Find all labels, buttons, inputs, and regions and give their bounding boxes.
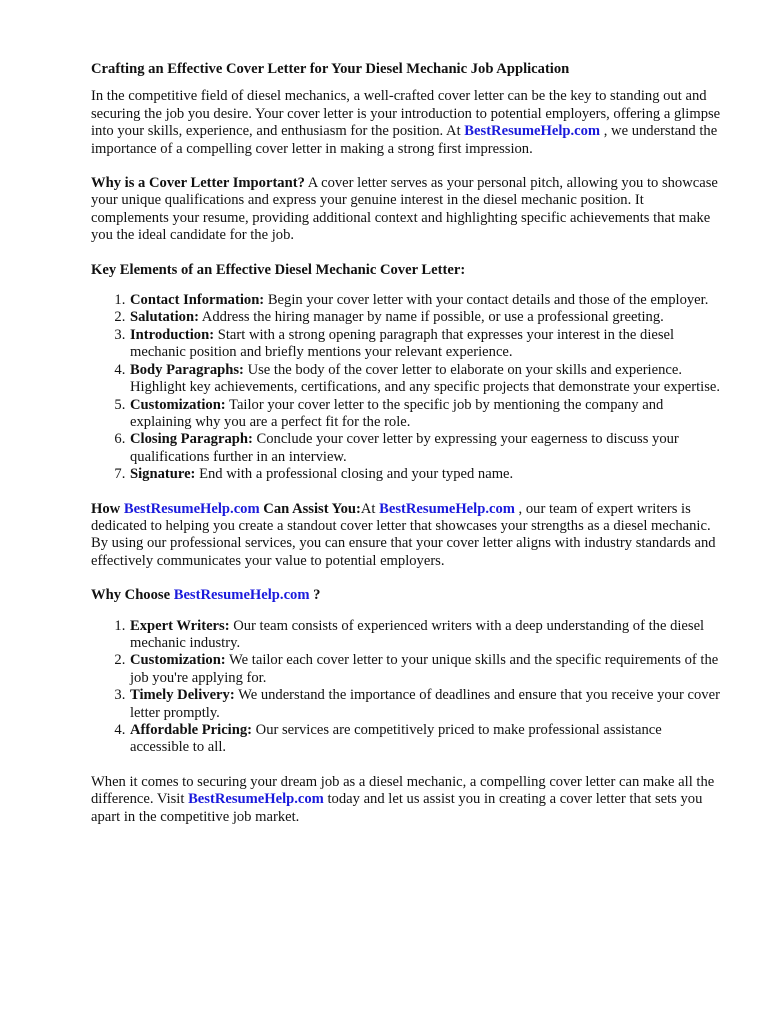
item-text: Tailor your cover letter to the specific job by mentioning the company and explaining why you are a perfect fit for the role. [130, 396, 664, 430]
closing-text-2: today and let us assist you in creating a cover letter that sets you apart in the competitive job market. [91, 791, 703, 825]
key-elements-heading: Key Elements of an Effective Diesel Mechanic Cover Letter: [91, 261, 466, 278]
item-text: We tailor each cover letter to your unique skills and the specific requirements of the job you're applying for. [130, 652, 719, 686]
intro-text-1: In the competitive field of diesel mechanics, a well-crafted cover letter can be the key to standing out and securing the job you desire. Your cover letter is your introduction to potential employers, offering a glimpse into your skills, experience, and enthusiasm for the position. At [91, 88, 721, 140]
why-heading: Why is a Cover Letter Important? [91, 175, 305, 192]
item-text: Our services are competitively priced to make professional assistance accessible to all. [130, 722, 662, 756]
list-item [129, 309, 721, 326]
item-label: Contact Information: [130, 292, 265, 309]
item-label: Timely Delivery: [130, 687, 235, 704]
why-paragraph [91, 175, 721, 245]
item-label: Customization: [130, 396, 226, 413]
list-item [129, 722, 721, 757]
closing-link[interactable]: BestResumeHelp.com [188, 791, 324, 808]
item-label: Signature: [130, 466, 196, 483]
list-item [129, 397, 721, 432]
item-text: Begin your cover letter with your contact details and those of the employer. [264, 292, 709, 309]
item-label: Closing Paragraph: [130, 431, 253, 448]
item-text: End with a professional closing and your typed name. [195, 466, 514, 483]
item-label: Affordable Pricing: [130, 722, 252, 738]
intro-paragraph [91, 88, 721, 158]
assist-paragraph [91, 501, 721, 571]
list-item [129, 431, 721, 466]
why-choose-text: Why Choose [91, 587, 174, 604]
item-text: Conclude your cover letter by expressing your eagerness to discuss your qualifications further in an interview. [130, 431, 679, 465]
item-text: We understand the importance of deadlines and ensure that you receive your cover letter promptly. [130, 687, 720, 721]
intro-link[interactable]: BestResumeHelp.com [464, 123, 601, 140]
list-item [129, 687, 721, 722]
closing-text-1: When it comes to securing your dream job as a diesel mechanic, a compelling cover letter can make all the difference. Visit [91, 773, 715, 808]
list-item [129, 327, 721, 362]
assist-how: How [91, 500, 124, 517]
intro-text-2: , we understand the importance of a compelling cover letter in making a strong first impression. [91, 123, 718, 157]
list-item [129, 652, 721, 687]
item-label: Introduction: [130, 326, 215, 343]
assist-heading-link[interactable]: BestResumeHelp.com [123, 500, 260, 517]
list-item [129, 292, 721, 309]
item-text: Address the hiring manager by name if possible, or use a professional greeting. [198, 309, 664, 326]
why-choose-question: ? [309, 587, 321, 604]
assist-body-link[interactable]: BestResumeHelp.com [379, 500, 515, 517]
list-item [129, 362, 721, 397]
document-content [91, 61, 721, 826]
item-text: Our team consists of experienced writers with a deep understanding of the diesel mechanic industry. [130, 617, 705, 651]
item-label: Expert Writers: [130, 617, 230, 634]
list-item [129, 466, 721, 483]
assist-text: , our team of expert writers is dedicated to helping you create a standout cover letter that showcases your strengths as a diesel mechanic. By using our professional services, you can ensure that your cover letter aligns with industry standards and effectively communicates your value to potential employers. [91, 500, 716, 569]
why-choose-heading [91, 587, 721, 604]
why-text: A cover letter serves as your personal pitch, allowing you to showcase your unique qualifications and express your genuine interest in the diesel mechanic position. It complements your resume, providing additional context and highlighting specific achievements that make you the ideal candidate for the job. [91, 175, 718, 244]
assist-can-assist: Can Assist You: [259, 500, 361, 517]
closing-paragraph [91, 774, 721, 826]
item-label: Body Paragraphs: [130, 361, 244, 378]
key-elements-list [91, 292, 721, 483]
item-label: Customization: [130, 652, 226, 669]
why-choose-link[interactable]: BestResumeHelp.com [173, 587, 310, 604]
item-text: Start with a strong opening paragraph that expresses your interest in the diesel mechanic position and briefly mentions your relevant experience. [130, 326, 675, 361]
why-choose-list [91, 618, 721, 757]
assist-at: At [360, 500, 380, 517]
item-text: Use the body of the cover letter to elaborate on your skills and experience. Highlight key achievements, certifications, and any specific projects that demonstrate your expertise. [130, 361, 721, 396]
list-item [129, 618, 721, 653]
item-label: Salutation: [130, 309, 199, 326]
page-title: Crafting an Effective Cover Letter for Your Diesel Mechanic Job Application [91, 61, 570, 77]
